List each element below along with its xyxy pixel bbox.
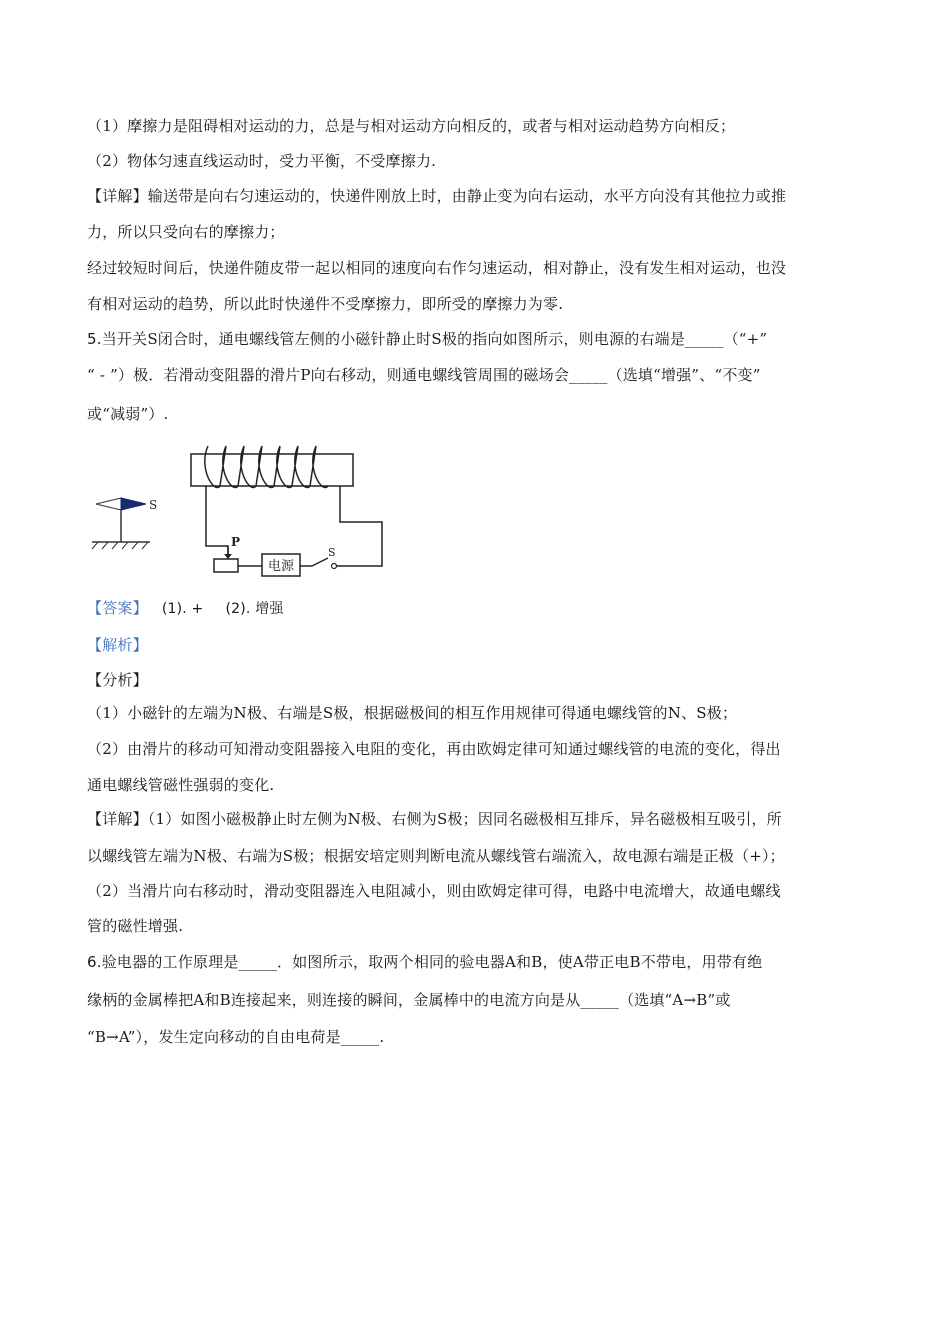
text-line: 【详解】（1）如图小磁极静止时左侧为N极、右侧为S极；因同名磁极相互排斥，异名磁极相互吸引，所 (87, 810, 782, 828)
question-text: 验电器的工作原理是_____．如图所示，取两个相同的验电器A和B，使A带正电B不带电，用带有绝 (101, 953, 763, 971)
slider-p-label: P (231, 535, 241, 549)
text-line: （2）由滑片的移动可知滑动变阻器接入电阻的变化，再由欧姆定律可知通过螺线管的电流的变化，得出 (87, 740, 781, 758)
question-5-line-2: “ - ”）极．若滑动变阻器的滑片P向右移动，则通电螺线管周围的磁场会_____（选填“增强”、“不变” (87, 366, 761, 384)
text-line: 有相对运动的趋势，所以此时快递件不受摩擦力，即所受的摩擦力为零. (87, 295, 564, 313)
compass-needle (92, 498, 157, 549)
question-6-line-3: “B→A”），发生定向移动的自由电荷是_____. (87, 1028, 385, 1046)
section-heading: 【分析】 (87, 671, 148, 689)
question-number: 5. (87, 330, 102, 348)
question-5-line-1 (87, 329, 867, 349)
solenoid-circuit-figure (88, 442, 388, 582)
question-6-line-2: 缘柄的金属棒把A和B连接起来，则连接的瞬间，金属棒中的电流方向是从_____（选填“A→B”或 (87, 991, 731, 1009)
rheostat (214, 535, 240, 572)
text-line: 管的磁性增强. (87, 917, 184, 935)
switch (312, 546, 337, 569)
question-number: 6. (87, 953, 102, 971)
answer-line (87, 598, 867, 619)
answer-2: (2). 增强 (225, 601, 284, 617)
solenoid (191, 446, 353, 487)
text-line: （1）摩擦力是阻碍相对运动的力，总是与相对运动方向相反的，或者与相对运动趋势方向相反； (87, 117, 736, 135)
power-label: 电源 (267, 559, 295, 574)
text-line: 力，所以只受向右的摩擦力； (87, 223, 285, 241)
question-6-line-1 (87, 952, 867, 972)
question-5-line-3: 或“减弱”）. (87, 405, 169, 423)
text-line: （2）当滑片向右移动时，滑动变阻器连入电阻减小，则由欧姆定律可得，电路中电流增大，故通电螺线 (87, 882, 781, 900)
text-line: 经过较短时间后，快递件随皮带一起以相同的速度向右作匀速运动，相对静止，没有发生相对运动，也没 (87, 259, 787, 277)
answer-1: (1). + (161, 601, 204, 617)
power-supply (262, 554, 300, 576)
question-text: 当开关S闭合时，通电螺线管左侧的小磁针静止时S极的指向如图所示，则电源的右端是_____（“+” (101, 330, 768, 348)
needle-s-label: S (149, 498, 158, 512)
answer-tag: 【答案】 (87, 599, 148, 617)
analysis-tag: 【解析】 (87, 636, 148, 654)
text-line: 通电螺线管磁性强弱的变化. (87, 776, 275, 794)
switch-s-label: S (328, 546, 336, 559)
text-line: （2）物体匀速直线运动时，受力平衡，不受摩擦力. (87, 152, 437, 170)
text-line: （1）小磁针的左端为N极、右端是S极，根据磁极间的相互作用规律可得通电螺线管的N、S极； (87, 704, 738, 722)
text-line: 以螺线管左端为N极、右端为S极；根据安培定则判断电流从螺线管右端流入，故电源右端是正极（+）； (87, 847, 785, 865)
text-line: 【详解】输送带是向右匀速运动的，快递件刚放上时，由静止变为向右运动，水平方向没有其他拉力或推 (87, 187, 787, 205)
